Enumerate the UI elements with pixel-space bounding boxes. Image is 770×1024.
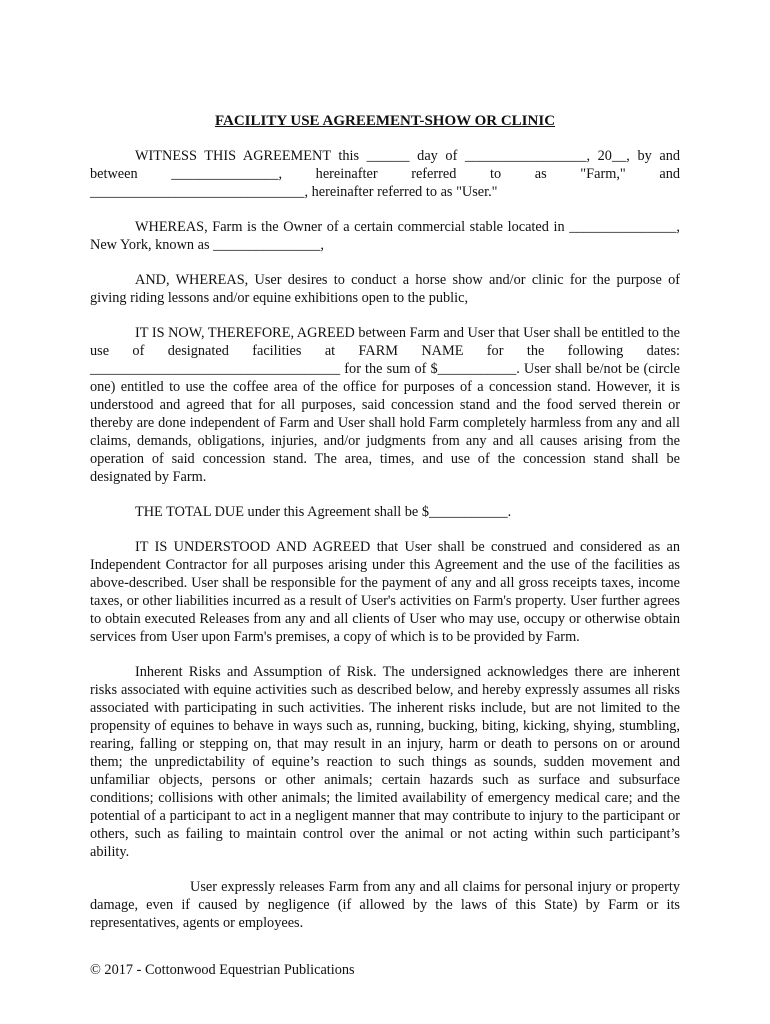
document-body — [90, 111, 680, 949]
paragraph-witness: WITNESS THIS AGREEMENT this ______ day of _________________, 20__, by and between _______________, hereinafter referred to as "Farm," and ______________________________, hereinafter referred to as "User." — [90, 148, 680, 200]
copyright-footer: © 2017 - Cottonwood Equestrian Publications — [90, 962, 355, 978]
paragraph-release: User expressly releases Farm from any and all claims for personal injury or property damage, even if caused by negligence (if allowed by the laws of this State) by Farm or its representatives, agents or employees. — [90, 879, 680, 931]
paragraph-inherent-risks: Inherent Risks and Assumption of Risk. The undersigned acknowledges there are inherent risks associated with equine activities such as described below, and hereby expressly assumes all risks associated with participating in such activities. The inherent risks include, but are not limited to the propensity of equines to behave in ways such as, running, bucking, biting, kicking, shying, stumbling, rearing, falling or stepping on, that may result in an injury, harm or death to persons on or around them; the unpredictability of equine’s reaction to such things as sounds, sudden movement and unfamiliar objects, persons or other animals; certain hazards such as surface and subsurface conditions; collisions with other animals; the limited availability of emergency medical care; and the potential of a participant to act in a negligent manner that may contribute to injury to the participant or others, such as failing to maintain control over the animal or not acting within such participant’s ability. — [90, 664, 680, 860]
document-title: FACILITY USE AGREEMENT-SHOW OR CLINIC — [214, 113, 556, 129]
paragraph-independent-contractor: IT IS UNDERSTOOD AND AGREED that User shall be construed and considered as an Independent Contractor for all purposes arising under this Agreement and the use of the facilities as above-described. User shall be responsible for the payment of any and all gross receipts taxes, income taxes, or other liabilities incurred as a result of User's activities on Farm's property. User further agrees to obtain executed Releases from any and all clients of User who may use, occupy or otherwise obtain services from User upon Farm's premises, a copy of which is to be provided by Farm. — [90, 539, 680, 645]
paragraph-total-due: THE TOTAL DUE under this Agreement shall be $___________. — [135, 504, 512, 520]
paragraph-agreed-use: IT IS NOW, THEREFORE, AGREED between Farm and User that User shall be entitled to the use of designated facilities at FARM NAME for the following dates: ___________________________________ for the sum of $___________. User shall be/not be (circle one) entitled to use the coffee area of the office for purposes of a concession stand. However, it is understood and agreed that for all purposes, said concession stand and the food served therein or thereby are done independent of Farm and User shall hold Farm completely harmless from any and all claims, demands, obligations, injuries, and/or judgments from any and all causes arising from the operation of said concession stand. The area, times, and use of the concession stand shall be designated by Farm. — [90, 325, 680, 485]
paragraph-whereas-owner: WHEREAS, Farm is the Owner of a certain commercial stable located in _______________, New York, known as _______________, — [90, 219, 680, 253]
paragraph-whereas-user: AND, WHEREAS, User desires to conduct a horse show and/or clinic for the purpose of giving riding lessons and/or equine exhibitions open to the public, — [90, 272, 680, 306]
